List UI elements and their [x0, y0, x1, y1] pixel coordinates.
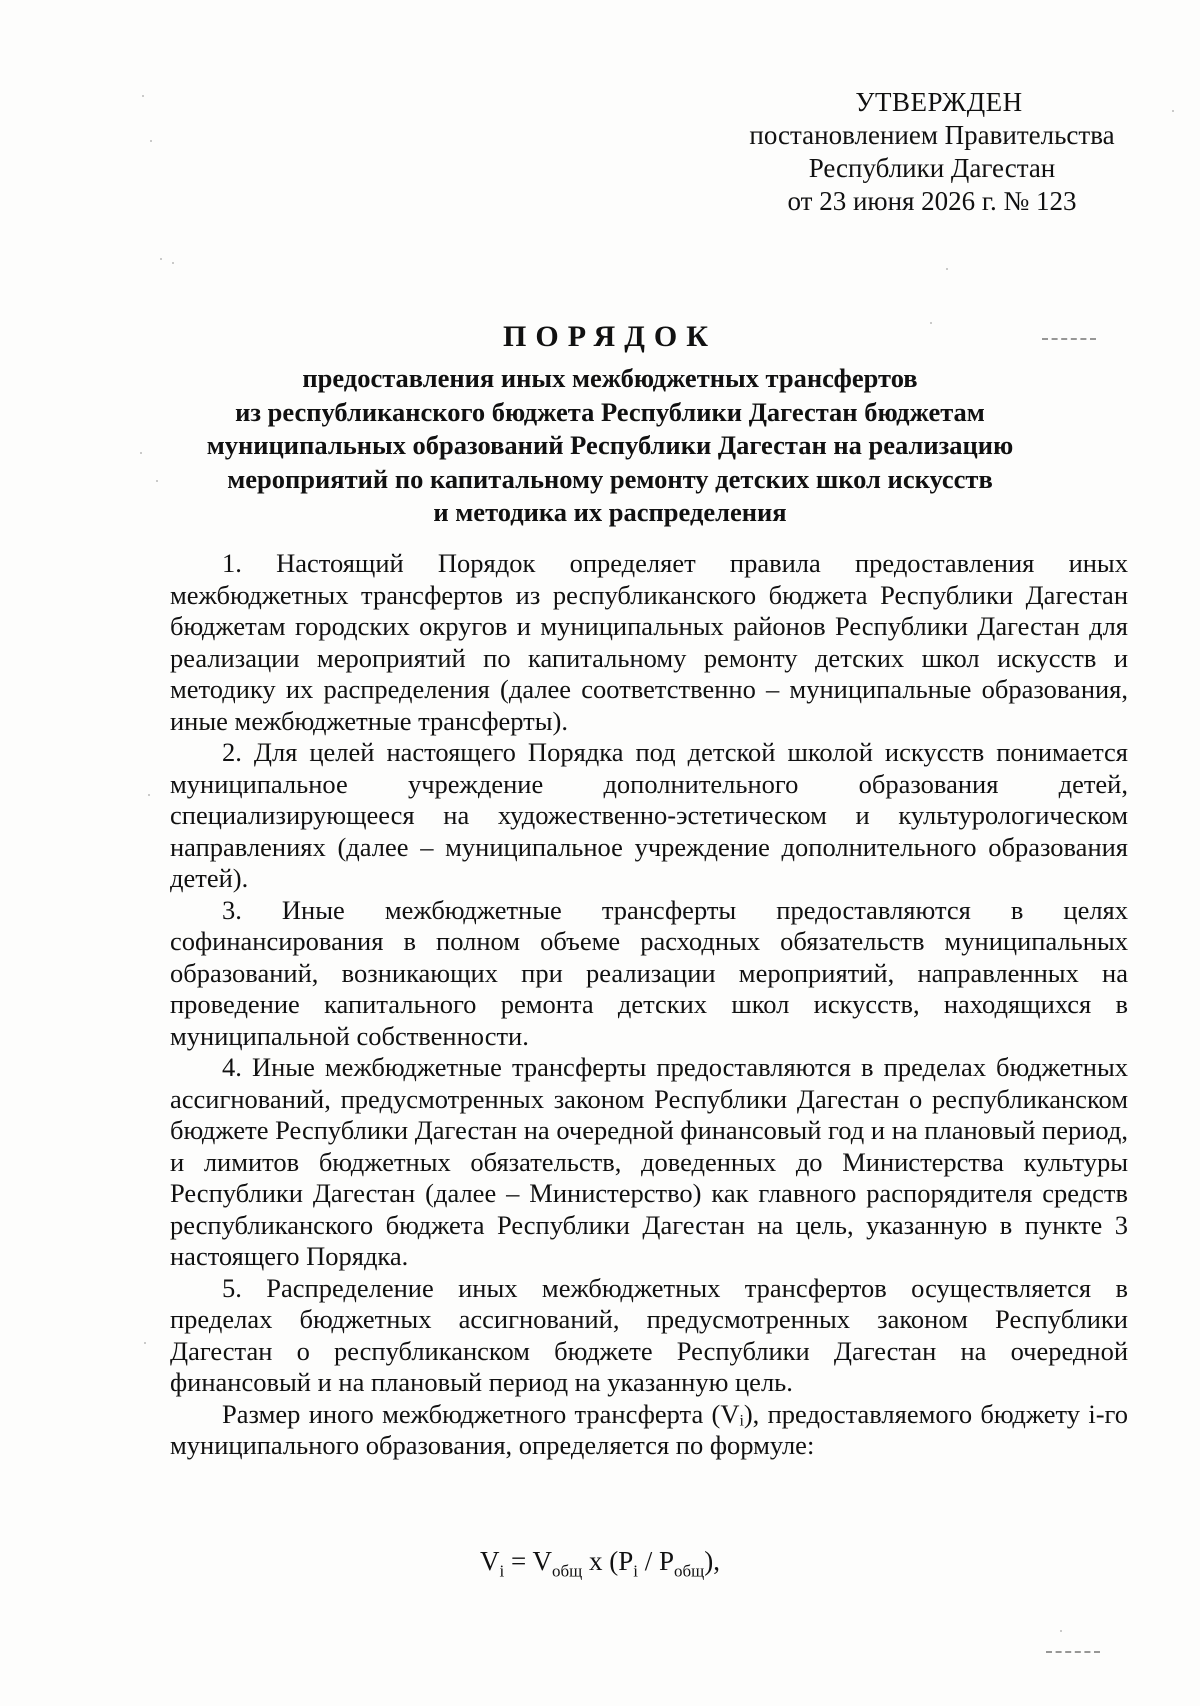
scan-dust [172, 262, 174, 264]
title-word: ПОРЯДОК [503, 320, 717, 353]
formula-end: ), [704, 1546, 720, 1576]
document-body [170, 548, 1128, 1462]
scan-dust [144, 1342, 146, 1344]
approval-block [732, 86, 1132, 218]
scan-dust [160, 258, 162, 260]
paragraph-3: 3. Иные межбюджетные трансферты предоставляются в целях софинансирования в полном объеме расходных обязательств муниципальных образований, возникающих при реализации мероприятий, направленных на проведение капитального ремонта детских школ искусств, находящихся в муниципальной собственности. [170, 894, 1128, 1051]
scan-dust [148, 794, 150, 796]
title-line-5: и методика их распределения [433, 497, 787, 527]
scan-dust [156, 480, 158, 482]
approved-heading: УТВЕРЖДЕН [855, 87, 1023, 117]
formula-mid: x (P [582, 1546, 634, 1576]
scan-dust [930, 322, 932, 324]
approval-line-1: постановлением Правительства [749, 120, 1115, 150]
document-title [150, 318, 1070, 530]
formula-p2-sub: общ [674, 1561, 705, 1581]
paragraph-4: 4. Иные межбюджетные трансферты предоставляются в пределах бюджетных ассигнований, предусмотренных законом Республики Дагестан о республиканском бюджете Республики Дагестан на очередной финансовый год и на плановый период, и лимитов бюджетных обязательств, доведенных до Министерства культуры Республики Дагестан (далее – Министерство) как главного распорядителя средств республиканского бюджета Республики Дагестан на цель, указанную в пункте 3 настоящего Порядка. [170, 1052, 1128, 1271]
formula-v-sub: общ [551, 1561, 583, 1581]
scan-dust [1060, 1630, 1062, 1632]
paragraph-2: 2. Для целей настоящего Порядка под детской школой искусств понимается муниципальное учреждение дополнительного образования детей, специализирующееся на художественно-эстетическом и культурологическом направлениях (далее – муниципальное учреждение дополнительного образования детей). [170, 737, 1128, 893]
title-line-3: муниципальных образований Республики Дагестан на реализацию [206, 430, 1014, 460]
approval-line-2: Республики Дагестан [808, 153, 1056, 183]
formula-lhs: V [479, 1546, 500, 1576]
title-line-1: предоставления иных межбюджетных трансфертов [302, 363, 918, 393]
formula-slash: / P [637, 1546, 674, 1576]
title-line-2: из республиканского бюджета Республики Дагестан бюджетам [235, 396, 985, 427]
scan-dust [140, 452, 142, 454]
formula-lhs-sub: i [499, 1561, 505, 1581]
paragraph-1: 1. Настоящий Порядок определяет правила предоставления иных межбюджетных трансфертов из республиканского бюджета Республики Дагестан бюджетам городских округов и муниципальных районов Республики Дагестан для реализации мероприятий по капитальному ремонту детских школ искусств и методику их распределения (далее соответственно – муниципальные образования, иные межбюджетные трансферты). [170, 548, 1128, 736]
scan-dust [946, 268, 948, 270]
formula-p-sub: i [633, 1561, 638, 1581]
paragraph-5: 5. Распределение иных межбюджетных трансфертов осуществляется в пределах бюджетных ассигнований, предусмотренных законом Республики Дагестан о республиканском бюджете Республики Дагестан на очередной финансовый и на плановый период на указанную цель. [170, 1272, 1128, 1397]
scan-mark [1046, 1651, 1100, 1656]
formula-eq: = V [504, 1546, 552, 1576]
scan-dust [1172, 110, 1174, 112]
scan-dust [150, 140, 152, 142]
scan-dust [142, 95, 144, 97]
formula [0, 1546, 1200, 1581]
paragraph-6: Размер иного межбюджетного трансферта (Vᵢ), предоставляемого бюджету i-го муниципального образования, определяется по формуле: [170, 1398, 1128, 1460]
approval-line-3: от 23 июня 2026 г. № 123 [787, 186, 1077, 216]
title-line-4: мероприятий по капитальному ремонту детских школ искусств [227, 463, 993, 494]
scan-mark [1042, 338, 1096, 343]
